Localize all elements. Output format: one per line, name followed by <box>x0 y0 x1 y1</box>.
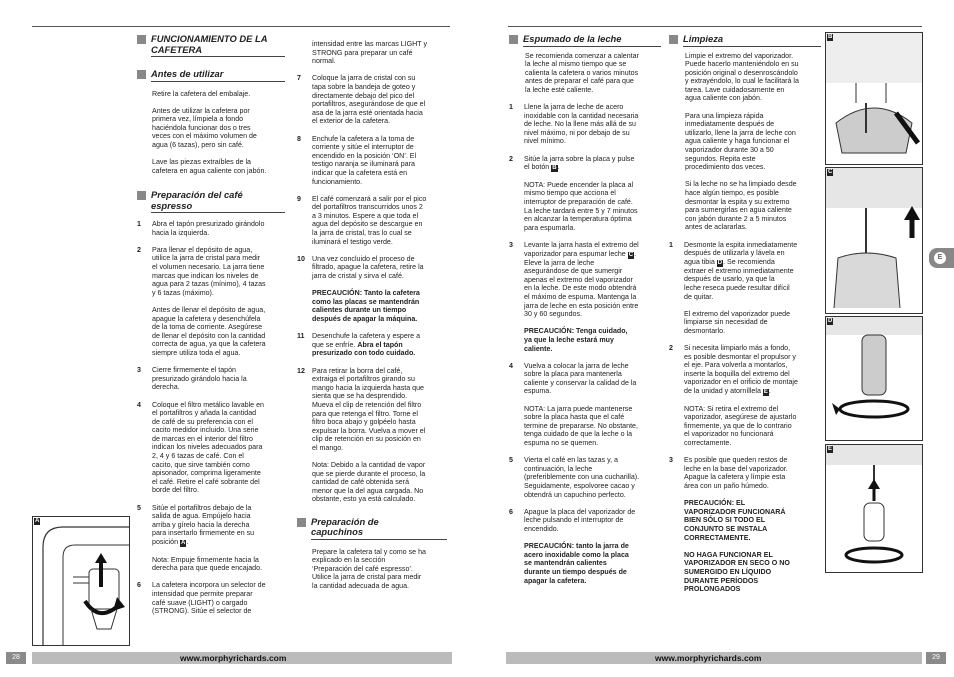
section-header-antes: Antes de utilizar <box>137 69 285 82</box>
figure-a-illustration: A <box>32 516 130 646</box>
header-square-icon <box>137 70 146 79</box>
figure-c-illustration: C <box>825 167 923 314</box>
raise-jug-drawing-icon <box>826 168 922 313</box>
figure-d-illustration: D <box>825 316 923 441</box>
step-3: 3 Levante la jarra hasta el extremo del vaporizador para espumar leche C. Eleve la jarra de leche asegurándose de que sumergir apenas el extremo del vaporizador en la leche. De este modo obtendrá el máximo de espuma. Mantenga la jarra de leche en esta posición entre 30 y 60 segundos. PRECAUCIÓN: Tenga cuidado, ya que la leche estará muy caliente. <box>509 240 639 353</box>
remove-spout-drawing-icon <box>826 317 922 440</box>
step-3: 3 Es posible que queden restos de leche en la base del vaporizador. Apague la cafetera y límpie esta área con un paño húmedo. PRECAUCIÓN: EL VAPORIZADOR FUNCIONARÁ BIEN SÓLO SI TODO EL CONJUNTO SE INSTALA CORRECTAMENTE. NO HAGA FUNCIONAR EL VAPORIZADOR EN SECO O NO SUMERGIDO EN LÍQUIDO DURANTE PERÍODOS PROLONGADOS <box>669 456 790 594</box>
section-header-funcionamiento: FUNCIONAMIENTO DE LA CAFETERA <box>137 34 285 57</box>
section-header-capuchinos: Preparación de capuchinos <box>297 517 447 540</box>
step-1: 1 Abra el tapón presurizado girándolo hacia la izquierda. <box>137 220 265 237</box>
section-header-espumado: Espumado de la leche <box>509 34 661 47</box>
page-number-left: 28 <box>6 652 26 664</box>
header-square-icon <box>137 191 146 200</box>
step-9: 9 El café comenzará a salir por el pico del portafiltros transcurridos unos 2 a 3 minutos. Espere a que toda el agua del depósito se descargue en la jarra de cristal, tras lo cual se iluminará el testigo verde. <box>297 194 427 246</box>
step-3: 3 Cierre firmemente el tapón presurizado girándolo hacia la derecha. <box>137 366 247 392</box>
right-top-rule <box>508 26 922 27</box>
figure-ref-badge: B <box>552 165 557 172</box>
step-8: 8 Enchufe la cafetera a la toma de corriente y sitúe el interruptor de encendido en la posición ‘ON’. El testigo naranja se iluminará para indicar que la cafetera está en funcionamiento. <box>297 134 417 186</box>
figure-ref-badge: E <box>763 389 768 396</box>
header-square-icon <box>297 518 306 527</box>
figure-ref-badge: C <box>628 251 634 258</box>
step-4: 4 Coloque el filtro metálico lavable en el portafiltros y añada la cantidad de café de su preferencia con el cacito medidor incluido. Una serie de marcas en el interior del filtro indican los niveles adecuados para 2, 4 y 6 tazas de café. Con el cacito, que sirve también como apisonador, comprima ligeramente el café. Retire el café sobrante del borde del filtro. <box>137 400 264 495</box>
step-7: 7 Coloque la jarra de cristal con su tapa sobre la bandeja de goteo y directamente debajo del pico del portafiltros, asegurándose de que el asa de la jarra esté orientada hacia el exterior de la cafetera. <box>297 74 426 126</box>
step-2: 2 Sitúe la jarra sobre la placa y pulse el botón B. NOTA: Puede encender la placa al mismo tiempo que acciona el interruptor de preparación de café. La leche tardará entre 5 y 7 minutos en alcanzar la temperatura óptima para espumarla. <box>509 154 638 232</box>
figure-b-illustration: B <box>825 32 923 165</box>
step-6: 6 Apague la placa del vaporizador de leche pulsando el interruptor de encendido. PRECAUCIÓN: tanto la jarra de acero inoxidable como la placa se mantendrán calientes durante un tiempo después de apagar la cafetera. <box>509 507 636 585</box>
milk-frother-drawing-icon <box>826 33 922 164</box>
reassemble-spout-drawing-icon <box>826 445 922 572</box>
step-10: 10 Una vez concluido el proceso de filtrado, apague la cafetera, retire la jarra de cristal y sirva el café. PRECAUCIÓN: Tanto la cafetera como las placas se mantendrán calientes durante un tiempo después de apagar la máquina. <box>297 254 424 323</box>
left-col1 <box>137 34 285 624</box>
step-6: 6 La cafetera incorpora un selector de intensidad que permite preparar café suave (LIGHT) o cargado (STRONG). Sitúe el selector de <box>137 581 266 616</box>
right-col1: Espumado de la leche Se recomienda comenzar a calentar la leche al mismo tiempo que se calienta la cafetera o varios minutos antes de preparar el café para que la leche esté caliente. 1 Llene la jarra de leche de acero inoxidable con la cantidad necesaria de leche. No la llene más allá de su nivel máximo, ni por debajo de su nivel mínimo. 2 Sitúe la jarra sobre la placa y pulse el botón B. NOTA: Puede encender la placa al mismo tiempo que acciona el interruptor de preparación de café. La leche tardará entre 5 y 7 minutos en alcanzar la temperatura óptima para espumarla. 3 Levante la jarra hasta el extremo del vaporizador para espumar leche C. Eleve la jarra de leche asegurándose de que sumergir apenas el extremo del vaporizador en la leche. De este modo obtendrá el máximo de espuma. Mantenga la jarra de leche en esta posición entre 30 y 60 segundos. PRECAUCIÓN: Tenga cuidado, ya que la leche estará muy caliente. 4 Vuelva a colocar la jarra de leche sobre la placa para mantenerla caliente y conservar la calidad de la espuma. NOTA: La jarra puede mantenerse sobre la placa hasta que el café termine de prepararse. No obstante, tenga cuidado de que la leche o la espuma no se quemen. 5 Vierta el café en las tazas y, a continuación, la leche (preferiblemente con una cucharilla). Seguidamente, espolvoree cacao y obtendrá un capuchino perfecto. 6 Apague la placa del vaporizador de leche pulsando el interruptor de encendido. PRECAUCIÓN: tanto la jarra de acero inoxidable como la placa se mantendrán calientes durante un tiempo después de apagar la cafetera. <box>509 34 661 594</box>
section-header-preparacion: Preparación del café espresso <box>137 190 285 213</box>
left-top-rule <box>32 26 450 27</box>
step-2: 2 Para llenar el depósito de agua, utilice la jarra de cristal para medir el volumen necesario. La jarra tiene marcas que indican los niveles de agua para 2 tazas (mínimo), 4 tazas y 6 tazas (máximo). Antes de llenar el depósito de agua, apague la cafetera y desenchúfela de la toma de corriente. Asegúrese de llenar el depósito con la cantidad correcta de agua, ya que la cafetera siempre utiliza toda el agua. <box>137 245 266 357</box>
paragraph: Lave las piezas extraíbles de la cafetera en agua caliente con jabón. <box>152 158 267 175</box>
website-right: www.morphyrichards.com <box>655 653 762 663</box>
header-square-icon <box>509 35 518 44</box>
step-2: 2 Si necesita limpiarlo más a fondo, es posible desmontar el propulsor y el eje. Para volverla a montarlos, inserte la boquilla del extremo del vaporizador en el orificio de montaje de la unidad y atorníllela E. NOTA: Si retira el extremo del vaporizador, asegúrese de ajustarlo firmemente, ya que de lo contrario el vaporizador no funcionará correctamente. <box>669 344 798 448</box>
figure-ref-badge: D <box>717 259 723 266</box>
step-11: 11 Desenchufe la cafetera y espere a que se enfríe. Abra el tapón presurizado con todo cuidado. <box>297 332 421 358</box>
language-tab: E <box>929 248 954 268</box>
header-square-icon <box>669 35 678 44</box>
header-square-icon <box>137 35 146 44</box>
step-1: 1 Llene la jarra de leche de acero inoxidable con la cantidad necesaria de leche. No la llene más allá de su nivel máximo, ni por debajo de su nivel mínimo. <box>509 103 639 146</box>
page-number-right: 29 <box>926 652 946 664</box>
left-col2: intensidad entre las marcas LIGHT y STRONG para preparar un café normal. 7 Coloque la jarra de cristal con su tapa sobre la bandeja de goteo y directamente debajo del pico del portafiltros, asegurándose de que el asa de la jarra esté orientada hacia el exterior de la cafetera. 8 Enchufe la cafetera a la toma de corriente y sitúe el interruptor de encendido en la posición ‘ON’. El testigo naranja se iluminará para indicar que la cafetera está en funcionamiento. 9 El café comenzará a salir por el pico del portafiltros transcurridos unos 2 a 3 minutos. Espere a que toda el agua del depósito se descargue en la jarra de cristal, tras lo cual se iluminará el testigo verde. 10 Una vez concluido el proceso de filtrado, apague la cafetera, retire la jarra de cristal y sirva el café. PRECAUCIÓN: Tanto la cafetera como las placas se mantendrán calientes durante un tiempo después de apagar la máquina. 11 Desenchufe la cafetera y espere a que se enfríe. Abra el tapón presurizado con todo cuidado. 12 Para retirar la borra del café, extraiga el portafiltros girando su mango hacia la izquierda hasta que sienta que se ha desprendido. Mueva el clip de retención del filtro para que retenga el filtro. Torne el filtro boca abajo y golpéelo hasta expulsar la borra. Vuelva a mover el clip de retención en su posición en el mango. Nota: Debido a la cantidad de vapor que se pierde durante el proceso, la cantidad de café obtenida será menor que la del agua cargada. No obstante, esto ya está calculado. Preparación de capuchinos Prepare la cafetera tal y como se ha explicado en la sección ‘Preparación del café espresso’. Utilice la jarra de cristal para medir la cantidad adecuada de agua. <box>297 40 447 599</box>
paragraph: Retire la cafetera del embalaje. <box>152 89 251 98</box>
step-12: 12 Para retirar la borra del café, extraiga el portafiltros girando su mango hacia la izquierda hasta que sienta que se ha desprendido. Mueva el clip de retención del filtro para que retenga el filtro. Torne el filtro boca abajo y golpéelo hasta expulsar la borra. Vuelva a mover el clip de retención en su posición en el mango. Nota: Debido a la cantidad de vapor que se pierde durante el proceso, la cantidad de café obtenida será menor que la del agua cargada. No obstante, esto ya está calculado. <box>297 366 426 504</box>
figure-ref-badge: A <box>181 540 186 546</box>
paragraph: Antes de utilizar la cafetera por primera vez, límpiela a fondo haciéndola funcionar dos o tres veces con el máximo volumen de agua (6 tazas), pero sin café. <box>152 106 257 150</box>
website-left: www.morphyrichards.com <box>180 653 287 663</box>
figure-e-illustration: E <box>825 444 923 573</box>
step-4: 4 Vuelva a colocar la jarra de leche sobre la placa para mantenerla caliente y conservar la calidad de la espuma. NOTA: La jarra puede mantenerse sobre la placa hasta que el café termine de prepararse. No obstante, tenga cuidado de que la leche o la espuma no se quemen. <box>509 361 638 448</box>
step-5: 5 Vierta el café en las tazas y, a continuación, la leche (preferiblemente con una cucharilla). Seguidamente, espolvoree cacao y obtendrá un capuchino perfecto. <box>509 456 640 499</box>
step-1: 1 Desmonte la espita inmediatamente después de utilizarla y lávela en agua tibia D. Se recomienda extraer el extremo inmediatamente después de usarlo, ya que la leche reseca puede resultar difícil de quitar. El extremo del vaporizador puede limpiarse sin necesidad de desmontarlo. <box>669 240 798 335</box>
right-col2: Limpieza Limpie el extremo del vaporizador. Puede hacerlo manteniéndolo en su posición original o desenroscándolo y extrayéndolo, lo cual le facilitará la tarea. Lave cuidadosamente en agua caliente con jabón. Para una limpieza rápida inmediatamente después de utilizarlo, llene la jarra de leche con agua caliente y haga funcionar el vaporizador durante 30 a 50 segundos. Repita este procedimiento dos veces. Si la leche no se ha limpiado desde hace algún tiempo, es posible desmontar la espita y su extremo para sumergirlas en agua caliente con jabón durante 2 a 5 minutos antes de aclararlas. 1 Desmonte la espita inmediatamente después de utilizarla y lávela en agua tibia D. Se recomienda extraer el extremo inmediatamente después de usarlo, ya que la leche reseca puede resultar difícil de quitar. El extremo del vaporizador puede limpiarse sin necesidad de desmontarlo. 2 Si necesita limpiarlo más a fondo, es posible desmontar el propulsor y el eje. Para volverla a montarlos, inserte la boquilla del extremo del vaporizador en el orificio de montaje de la unidad y atorníllela E. NOTA: Si retira el extremo del vaporizador, asegúrese de ajustarlo firmemente, ya que de lo contrario el vaporizador no funcionará correctamente. 3 Es posible que queden restos de leche en la base del vaporizador. Apague la cafetera y límpie esta área con un paño húmedo. PRECAUCIÓN: EL VAPORIZADOR FUNCIONARÁ BIEN SÓLO SI TODO EL CONJUNTO SE INSTALA CORRECTAMENTE. NO HAGA FUNCIONAR EL VAPORIZADOR EN SECO O NO SUMERGIDO EN LÍQUIDO DURANTE PERÍODOS PROLONGADOS <box>669 34 821 602</box>
coffee-machine-drawing-icon <box>33 517 129 645</box>
section-header-limpieza: Limpieza <box>669 34 821 47</box>
step-5: 5 Sitúe el portafiltros debajo de la salida de agua. Empújelo hacia arriba y gírelo hacia la derecha para insertarlo firmemente en su posición A. Nota: Empuje firmemente hacia la derecha para que quede encajado. <box>137 503 263 573</box>
